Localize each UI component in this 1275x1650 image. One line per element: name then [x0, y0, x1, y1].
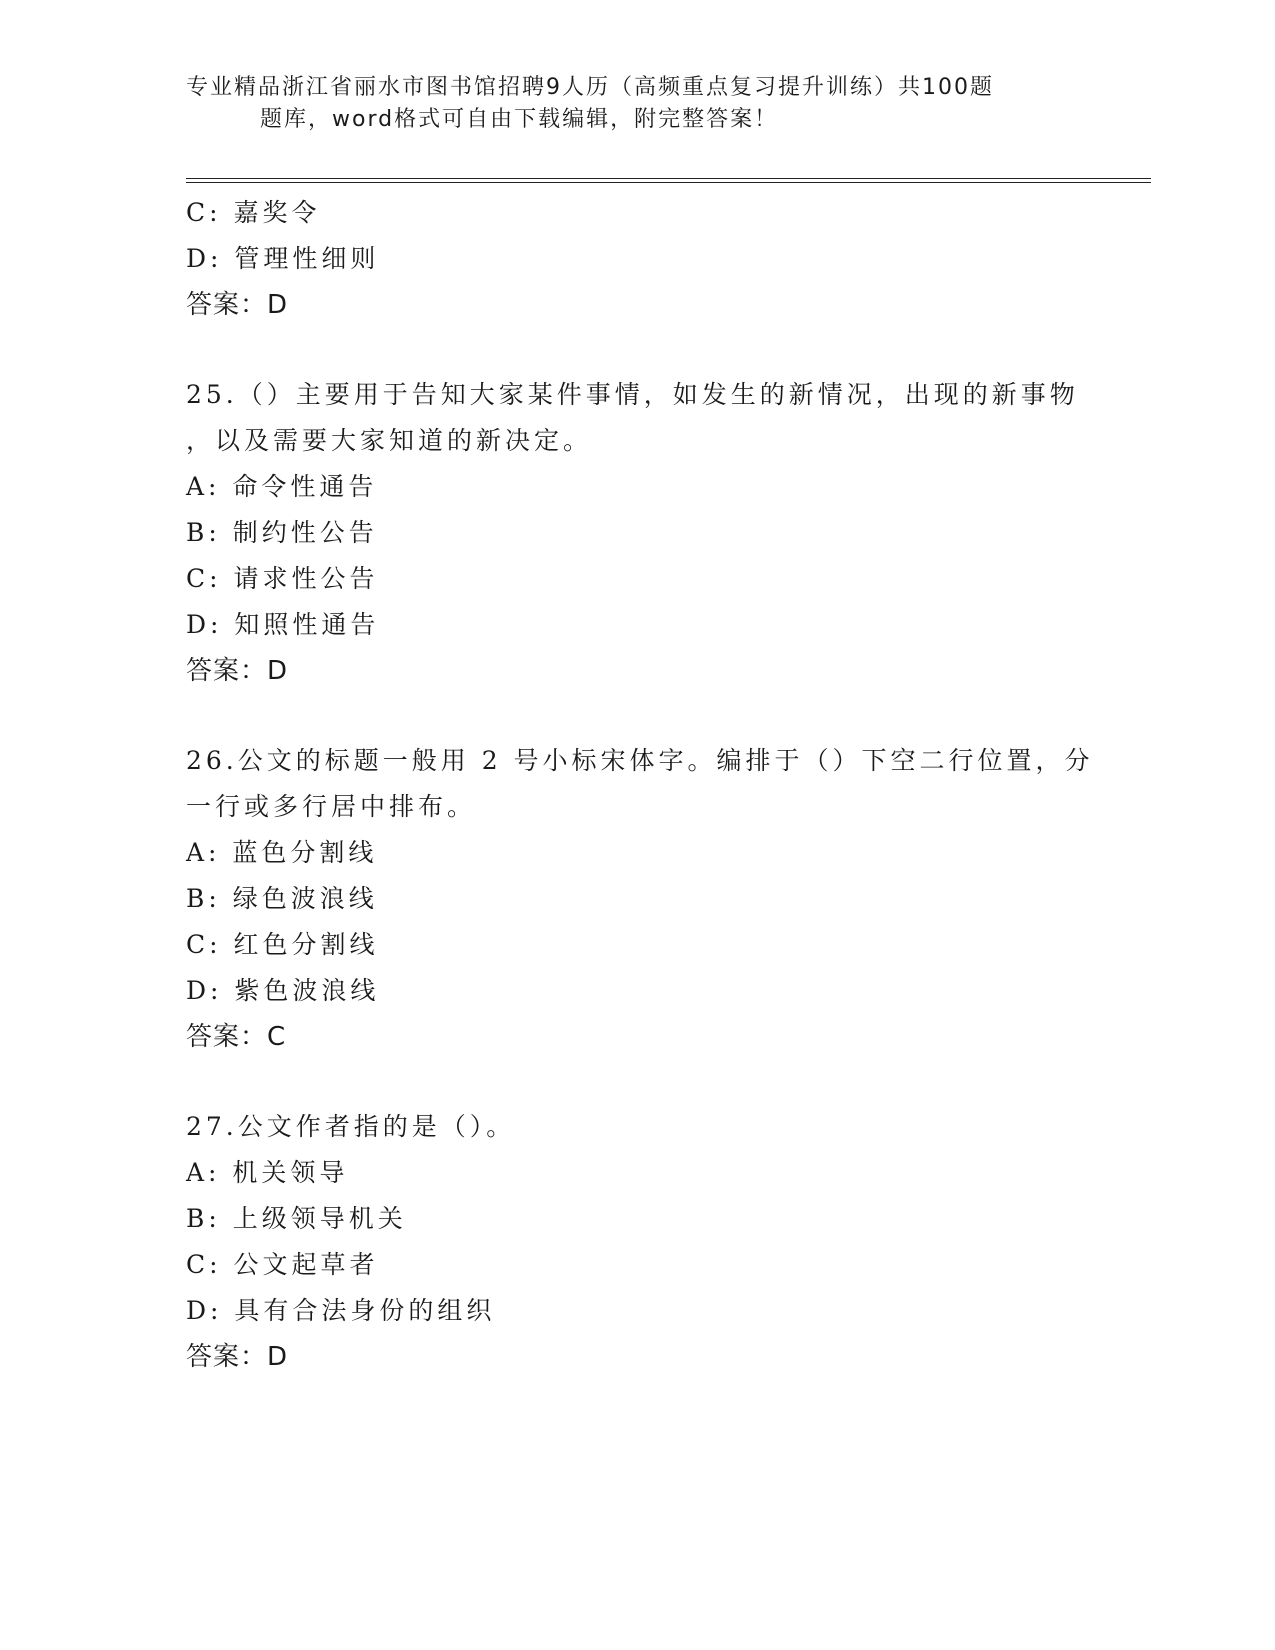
question-24-tail	[186, 190, 1106, 328]
option-b: B: 制约性公告	[186, 518, 378, 547]
option-a: A: 蓝色分割线	[186, 838, 378, 867]
question-27	[186, 1104, 1106, 1380]
question-stem-continued: 一行或多行居中排布。	[186, 792, 477, 821]
answer-line: 答案：D	[186, 656, 289, 686]
option-a: A: 命令性通告	[186, 472, 378, 501]
document-header	[186, 72, 1086, 136]
question-stem: 25.（）主要用于告知大家某件事情，如发生的新情况，出现的新事物	[186, 380, 1079, 409]
header-title-line2: 题库，word格式可自由下载编辑，附完整答案！	[260, 107, 779, 132]
option-c: C: 请求性公告	[186, 564, 379, 593]
option-c: C: 嘉奖令	[186, 198, 321, 227]
header-divider-bottom	[186, 182, 1151, 183]
question-stem: 27.公文作者指的是（）。	[186, 1112, 516, 1141]
option-a: A: 机关领导	[186, 1158, 349, 1187]
answer-line: 答案：C	[186, 1022, 287, 1052]
option-c: C: 公文起草者	[186, 1250, 379, 1279]
option-d: D: 紫色波浪线	[186, 976, 380, 1005]
question-26	[186, 738, 1106, 1060]
answer-line: 答案：D	[186, 1342, 289, 1372]
question-stem: 26.公文的标题一般用 2 号小标宋体字。编排于（）下空二行位置，分	[186, 746, 1094, 775]
question-25	[186, 372, 1106, 694]
option-c: C: 红色分割线	[186, 930, 379, 959]
option-d: D: 知照性通告	[186, 610, 380, 639]
header-title-line1: 专业精品浙江省丽水市图书馆招聘9人历（高频重点复习提升训练）共100题	[186, 75, 994, 100]
option-d: D: 管理性细则	[186, 244, 380, 273]
option-b: B: 绿色波浪线	[186, 884, 378, 913]
option-b: B: 上级领导机关	[186, 1204, 407, 1233]
question-list	[186, 190, 1106, 1380]
option-d: D: 具有合法身份的组织	[186, 1296, 496, 1325]
question-stem-continued: ，以及需要大家知道的新决定。	[186, 426, 593, 455]
answer-line: 答案：D	[186, 290, 289, 320]
header-divider-top	[186, 178, 1151, 179]
